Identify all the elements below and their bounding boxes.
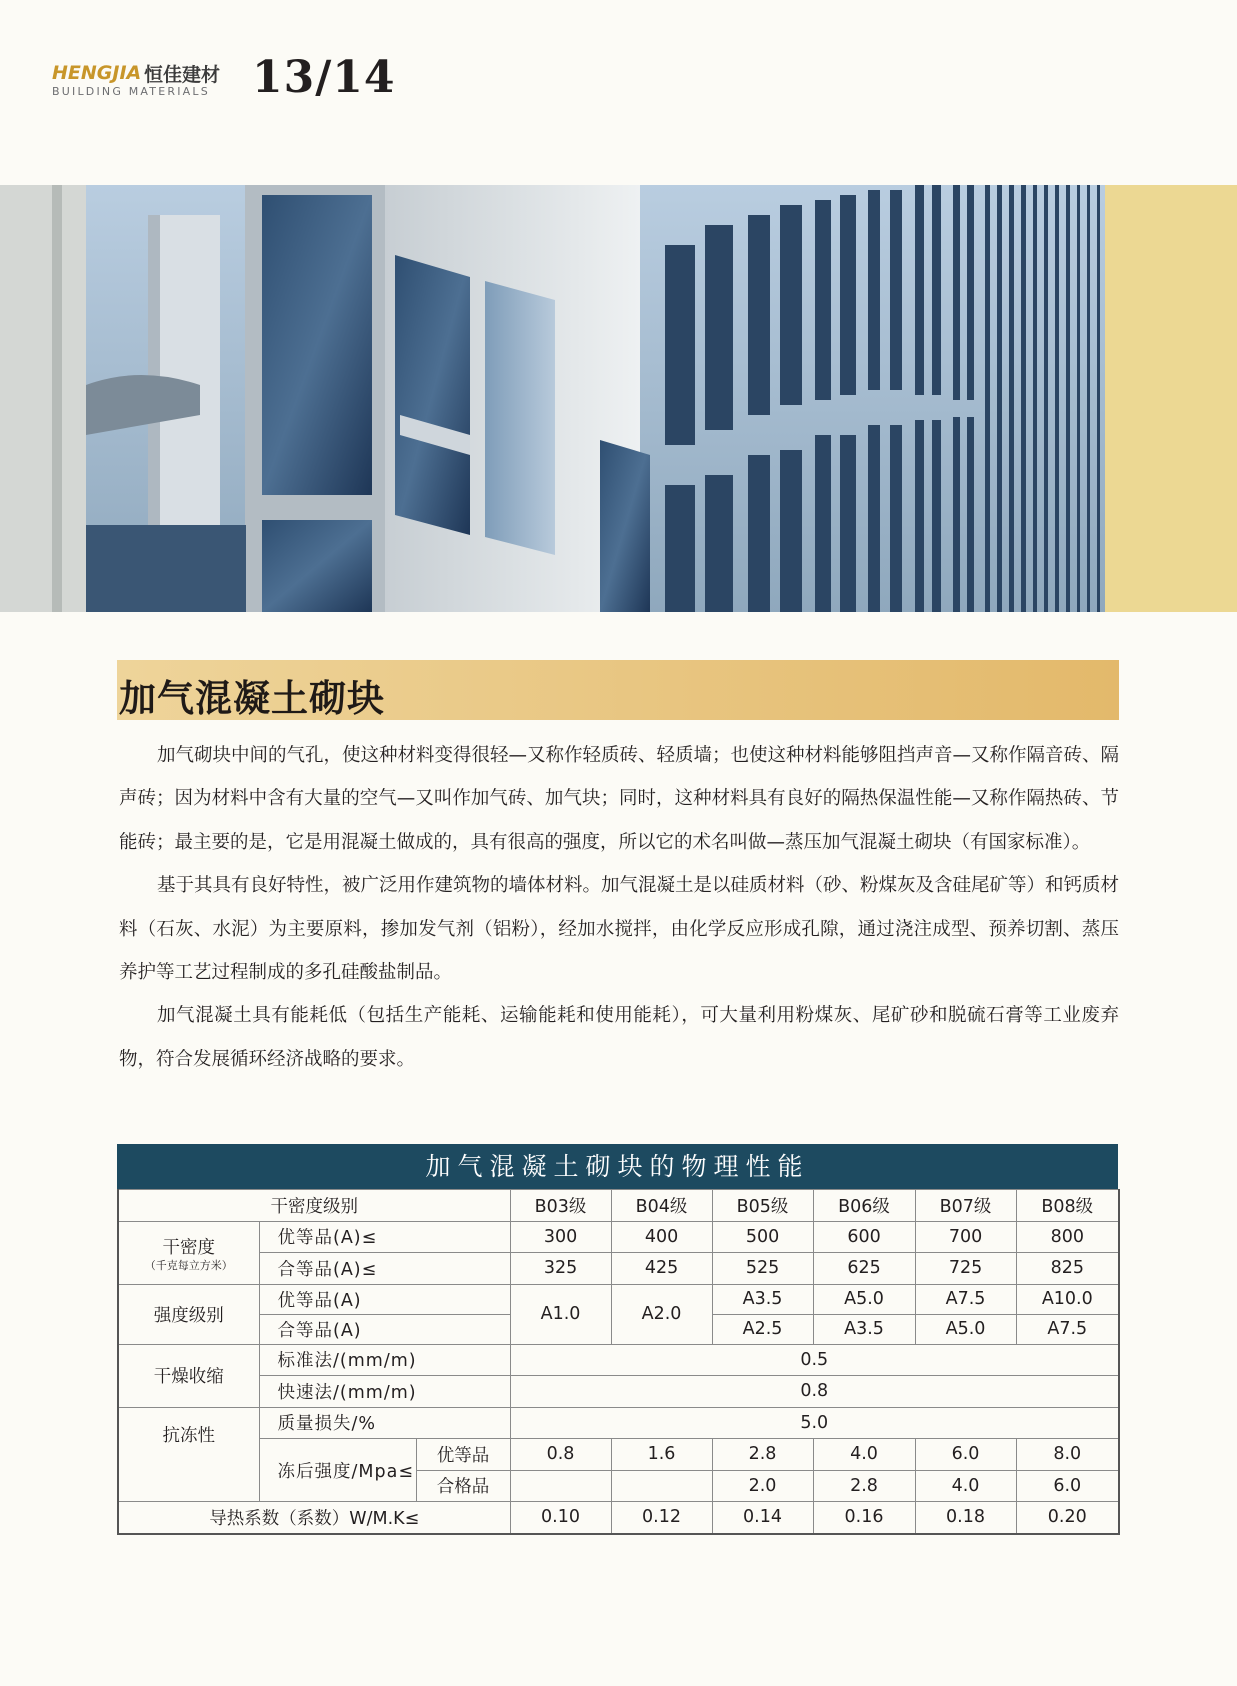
table-cell: A3.5 [813, 1314, 915, 1344]
table-row [118, 1284, 1119, 1314]
table-cell: A10.0 [1016, 1284, 1119, 1314]
row-group-label: 抗冻性 [118, 1407, 259, 1502]
table-cell: A2.0 [611, 1284, 712, 1344]
header-cell: B06级 [813, 1190, 915, 1222]
section-title-bar [117, 660, 1119, 720]
table-cell: 0.8 [510, 1376, 1119, 1408]
table-cell: A7.5 [915, 1284, 1016, 1314]
header-cell: B03级 [510, 1190, 611, 1222]
table-row [118, 1439, 1119, 1471]
table-header-row [118, 1190, 1119, 1222]
row-label: 快速法/(mm/m) [259, 1376, 510, 1408]
row-label: 导热系数（系数）W/M.K≤ [118, 1502, 510, 1534]
table-cell: 5.0 [510, 1407, 1119, 1439]
table-cell: 0.20 [1016, 1502, 1119, 1534]
section-title: 加气混凝土砌块 [119, 677, 385, 720]
gold-side-strip [1105, 185, 1237, 612]
table-cell: A7.5 [1016, 1314, 1119, 1344]
table-cell: 0.10 [510, 1502, 611, 1534]
table-cell: 2.8 [813, 1470, 915, 1502]
row-label: 优等品(A)≤ [259, 1221, 510, 1253]
properties-grid [117, 1189, 1120, 1535]
table-cell: 2.0 [712, 1470, 813, 1502]
table-cell: 0.12 [611, 1502, 712, 1534]
table-cell: A1.0 [510, 1284, 611, 1344]
table-cell: 425 [611, 1253, 712, 1285]
table-row [118, 1253, 1119, 1285]
table-cell: 8.0 [1016, 1439, 1119, 1471]
header-cell: B04级 [611, 1190, 712, 1222]
table-cell: 4.0 [813, 1439, 915, 1471]
table-cell: A3.5 [712, 1284, 813, 1314]
table-cell [611, 1470, 712, 1502]
table-title: 加气混凝土砌块的物理性能 [117, 1144, 1118, 1189]
table-row [118, 1221, 1119, 1253]
table-cell: 6.0 [1016, 1470, 1119, 1502]
brand-logo-cn: 恒佳建材 [144, 64, 221, 86]
paragraph: 加气砌块中间的气孔，使这种材料变得很轻—又称作轻质砖、轻质墙；也使这种材料能够阻挡声音—又称作隔音砖、隔声砖；因为材料中含有大量的空气—又叫作加气砖、加气块；同时，这种材料具有良好的隔热保温性能—又称作隔热砖、节能砖；最主要的是，它是用混凝土做成的，具有很高的强度，所以它的术名叫做—蒸压加气混凝土砌块（有国家标准）。 [119, 745, 1120, 853]
row-label: 合等品(A) [259, 1314, 510, 1344]
table-cell: 600 [813, 1221, 915, 1253]
table-cell: 0.16 [813, 1502, 915, 1534]
header-cell: B07级 [915, 1190, 1016, 1222]
table-cell: 4.0 [915, 1470, 1016, 1502]
density-unit: （千克每立方米） [144, 1258, 233, 1272]
paragraph: 基于其具有良好特性，被广泛用作建筑物的墙体材料。加气混凝土是以硅质材料（砂、粉煤灰及含硅尾矿等）和钙质材料（石灰、水泥）为主要原料，掺加发气剂（铝粉），经加水搅拌，由化学反应形成孔隙，通过浇注成型、预养切割、蒸压养护等工艺过程制成的多孔硅酸盐制品。 [119, 875, 1120, 984]
table-cell [510, 1470, 611, 1502]
table-cell: 0.5 [510, 1344, 1119, 1376]
table-cell: 0.14 [712, 1502, 813, 1534]
header-cell: 干密度级别 [118, 1190, 510, 1222]
brand-subtitle: BUILDING MATERIALS [52, 85, 210, 98]
table-cell: 825 [1016, 1253, 1119, 1285]
table-cell: 625 [813, 1253, 915, 1285]
table-row [118, 1502, 1119, 1534]
page-number: 13/14 [252, 52, 396, 103]
table-cell: A5.0 [915, 1314, 1016, 1344]
row-sublabel: 合格品 [416, 1470, 510, 1502]
row-label: 质量损失/% [259, 1407, 510, 1439]
table-cell: 500 [712, 1221, 813, 1253]
table-cell: 2.8 [712, 1439, 813, 1471]
row-label: 冻后强度/Mpa≤ [259, 1439, 416, 1502]
table-cell: 700 [915, 1221, 1016, 1253]
table-cell: 525 [712, 1253, 813, 1285]
row-label: 标准法/(mm/m) [259, 1344, 510, 1376]
table-cell: 800 [1016, 1221, 1119, 1253]
table-cell: 0.18 [915, 1502, 1016, 1534]
table-cell: 1.6 [611, 1439, 712, 1471]
properties-table [117, 1144, 1118, 1535]
table-cell: 0.8 [510, 1439, 611, 1471]
table-cell: 400 [611, 1221, 712, 1253]
table-row [118, 1407, 1119, 1439]
body-text [119, 734, 1119, 1081]
row-group-label: 干燥收缩 [118, 1344, 259, 1407]
row-label: 优等品(A) [259, 1284, 510, 1314]
paragraph: 加气混凝土具有能耗低（包括生产能耗、运输能耗和使用能耗），可大量利用粉煤灰、尾矿砂和脱硫石膏等工业废弃物，符合发展循环经济战略的要求。 [119, 1005, 1119, 1070]
table-cell: 325 [510, 1253, 611, 1285]
table-row [118, 1376, 1119, 1408]
row-label: 合等品(A)≤ [259, 1253, 510, 1285]
density-label: 干密度 [162, 1237, 215, 1258]
row-group-label [118, 1221, 259, 1284]
table-cell: 725 [915, 1253, 1016, 1285]
header-cell: B05级 [712, 1190, 813, 1222]
row-group-label: 强度级别 [118, 1284, 259, 1344]
building-facade-photo [0, 185, 1105, 612]
table-cell: A5.0 [813, 1284, 915, 1314]
table-row [118, 1344, 1119, 1376]
row-sublabel: 优等品 [416, 1439, 510, 1471]
brand-logo-en: HENGJIA [52, 62, 142, 84]
table-cell: A2.5 [712, 1314, 813, 1344]
table-cell: 6.0 [915, 1439, 1016, 1471]
header-cell: B08级 [1016, 1190, 1119, 1222]
table-cell: 300 [510, 1221, 611, 1253]
